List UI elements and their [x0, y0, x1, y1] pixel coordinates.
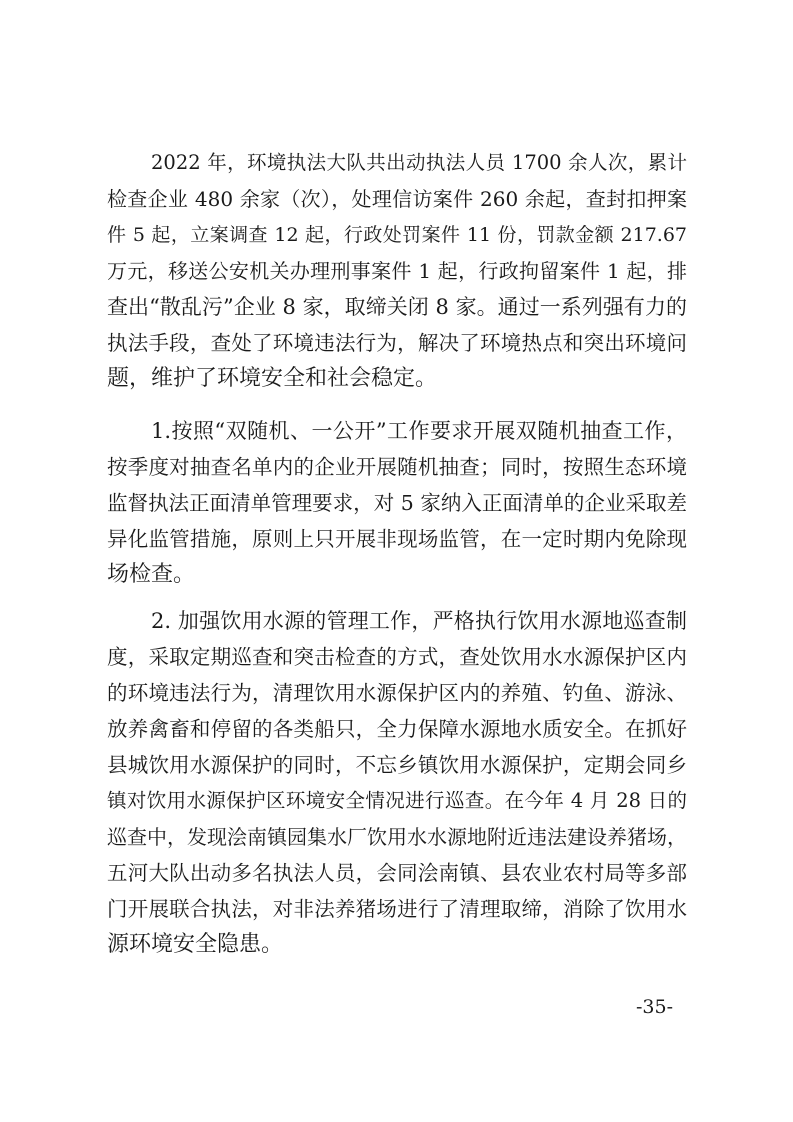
- paragraph-1-line-2: 检查企业 480 余家（次），处理信访案件 260 余起，查封扣押案: [107, 187, 687, 211]
- paragraph-1-line-3: 件 5 起，立案调查 12 起，行政处罚案件 11 份，罚款金额 217.67: [107, 224, 687, 246]
- paragraph-1-line-7: 题，维护了环境安全和社会稳定。: [107, 366, 438, 391]
- paragraph-3-line-8: 五河大队出动多名执法人员，会同浍南镇、县农业农村局等多部: [107, 861, 687, 885]
- paragraph-3-line-7: 巡查中，发现浍南镇园集水厂饮用水水源地附近违法建设养猪场，: [107, 825, 687, 849]
- paragraph-2-line-2: 按季度对抽查名单内的企业开展随机抽查；同时，按照生态环境: [107, 455, 687, 479]
- paragraph-1-line-6: 执法手段，查处了环境违法行为，解决了环境热点和突出环境问: [107, 331, 687, 355]
- paragraph-3-line-10: 源环境安全隐患。: [107, 932, 284, 957]
- page-number: -35-: [636, 996, 674, 1018]
- paragraph-2-line-3: 监督执法正面清单管理要求，对 5 家纳入正面清单的企业采取差: [107, 491, 687, 515]
- paragraph-2-line-5: 场检查。: [107, 562, 196, 587]
- paragraph-3-line-6: 镇对饮用水源保护区环境安全情况进行巡查。在今年 4 月 28 日的: [107, 789, 687, 812]
- paragraph-3-line-5: 县城饮用水源保护的同时，不忘乡镇饮用水源保护，定期会同乡: [107, 753, 687, 777]
- paragraph-2-line-1: 1.按照“双随机、一公开”工作要求开展双随机抽查工作，: [151, 419, 687, 443]
- paragraph-3-line-4: 放养禽畜和停留的各类船只，全力保障水源地水质安全。在抓好: [107, 717, 687, 741]
- paragraph-3-line-2: 度，采取定期巡查和突击检查的方式，查处饮用水水源保护区内: [107, 645, 687, 669]
- paragraph-3-line-9: 门开展联合执法，对非法养猪场进行了清理取缔，消除了饮用水: [107, 897, 687, 921]
- paragraph-1-line-1: 2022 年，环境执法大队共出动执法人员 1700 余人次，累计: [151, 151, 687, 174]
- paragraph-3-line-3: 的环境违法行为，清理饮用水源保护区内的养殖、钓鱼、游泳、: [107, 681, 687, 705]
- paragraph-2-line-4: 异化监管措施，原则上只开展非现场监管，在一定时期内免除现: [107, 527, 687, 551]
- paragraph-1-line-5: 查出“散乱污”企业 8 家，取缔关闭 8 家。通过一系列强有力的: [107, 295, 687, 319]
- paragraph-1-line-4: 万元，移送公安机关办理刑事案件 1 起，行政拘留案件 1 起，排: [107, 259, 687, 283]
- paragraph-3-line-1: 2. 加强饮用水源的管理工作，严格执行饮用水源地巡查制: [151, 609, 687, 633]
